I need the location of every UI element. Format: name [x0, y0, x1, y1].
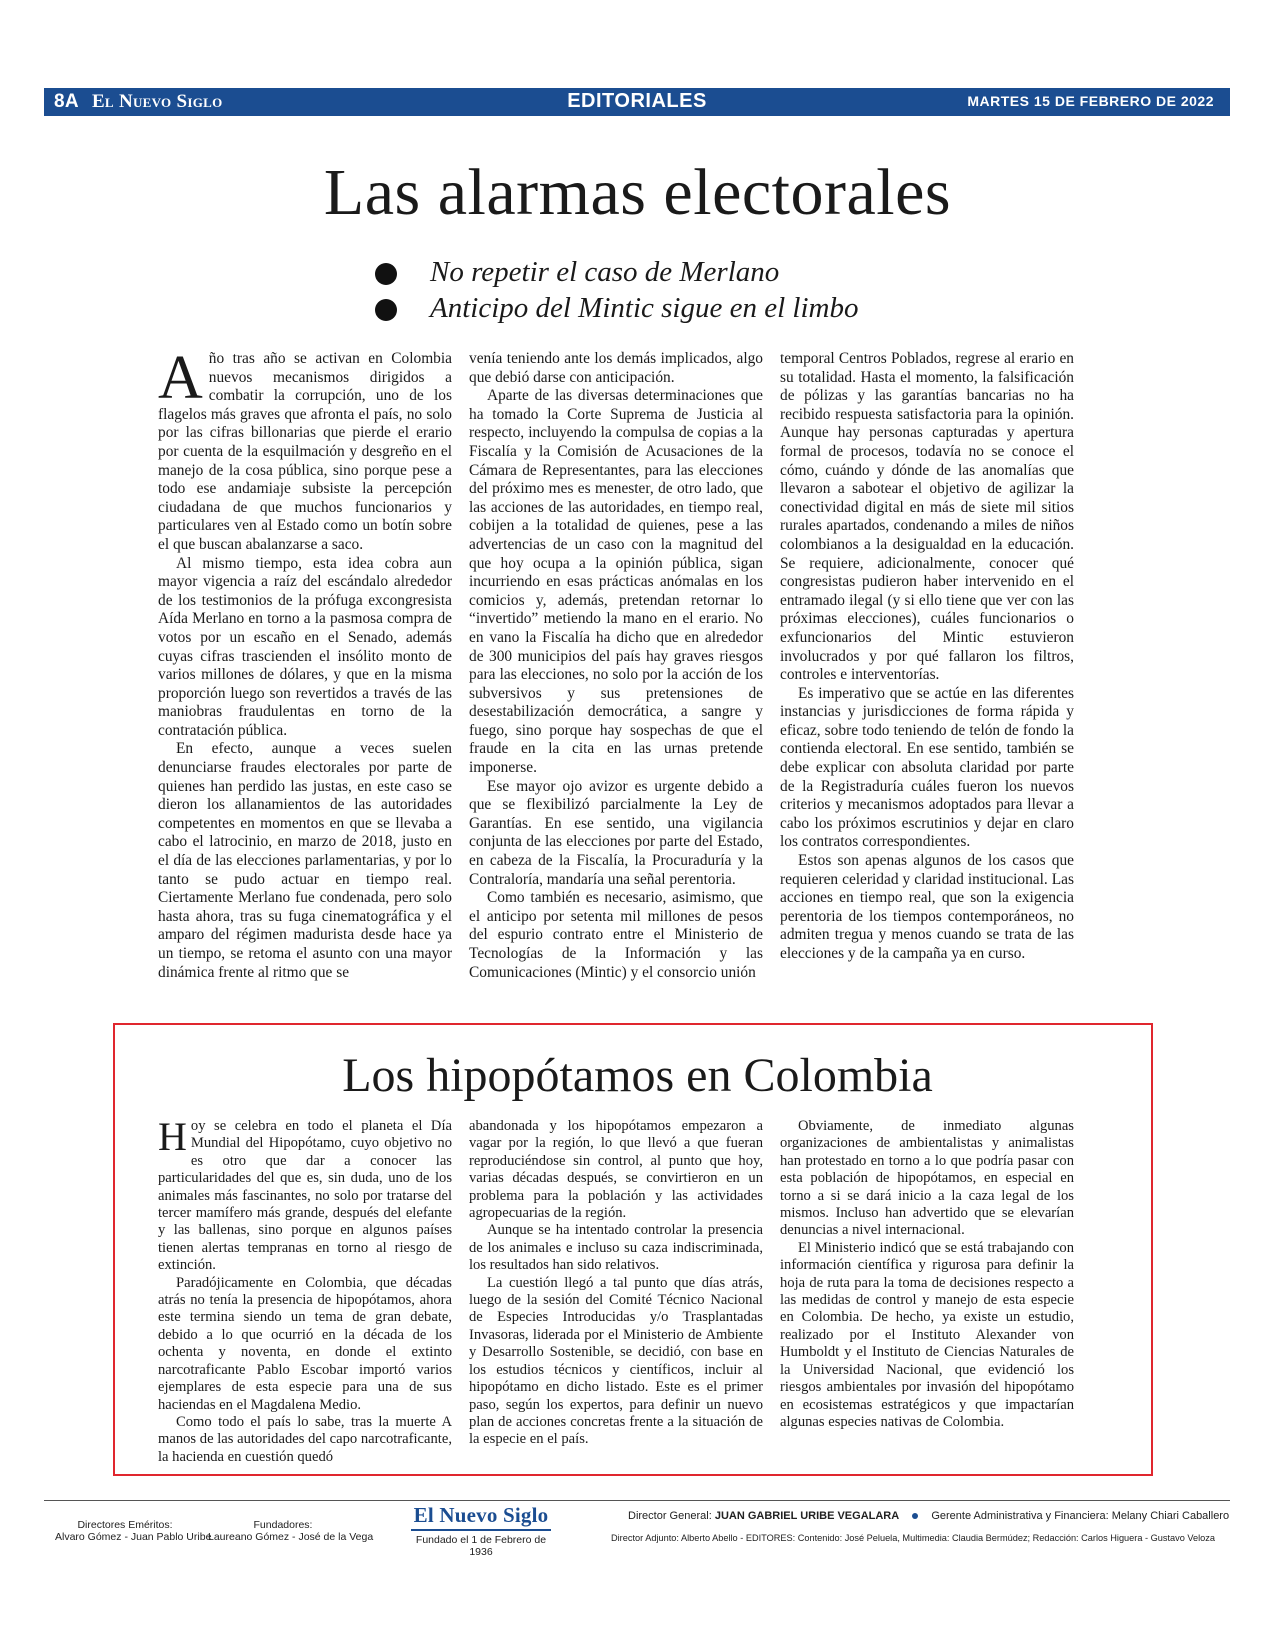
- founders-label: Fundadores:: [253, 1519, 313, 1531]
- founders-names: Laureano Gómez - José de la Vega: [208, 1531, 374, 1543]
- page-number: 8A: [54, 91, 79, 112]
- emeritus-names: Alvaro Gómez - Juan Pablo Uribe: [55, 1531, 212, 1543]
- paragraph: Es imperativo que se actúe en las diferentes instancias y jurisdicciones de forma rápida y eficaz, sobre todo teniendo de telón de fondo la contienda electoral. En ese sentido, también se debe explicar con absoluta claridad por parte de la Registraduría cuáles fueron los nuevos criterios y mecanismos adoptados para llevar a cabo los próximos escrutinios y dejar en claro los contratos correspondientes.: [780, 684, 1074, 851]
- subhead-text: No repetir el caso de Merlano: [430, 256, 780, 288]
- paragraph: Aparte de las diversas determinaciones que ha tomado la Corte Suprema de Justicia al respecto, incluyendo la compulsa de copias a la Fiscalía y la Comisión de Acusaciones de la Cámara de Representantes, para las elecciones del próximo mes es menester, de otro lado, que las acciones de las autoridades, en tiempo real, cobijen a la totalidad de quienes, pese a las advertencias de un caso con la magnitud del que hoy ocupa a la opinión pública, sigan incurriendo en esas prácticas anómalas en los comicios y, además, pretendan retornar lo “invertido” metiendo la mano en el erario. No en vano la Fiscalía ha dicho que en alrededor de 300 municipios del país hay graves riesgos para las elecciones, no solo por la acción de los subversivos y sus pretensiones de desestabilización democrática, a sangre y fuego, sino porque hay sospechas de que el fraude en la cita en las urnas pretende imponerse.: [469, 387, 763, 777]
- drop-cap: A: [158, 344, 203, 412]
- manager-name: Melany Chiari Caballero: [1111, 1510, 1230, 1522]
- editorial-1-title: Las alarmas electorales: [323, 156, 952, 229]
- founders: [208, 1519, 374, 1543]
- paragraph: [158, 344, 452, 555]
- founded-date: Fundado el 1 de Febrero de 1936: [415, 1534, 547, 1558]
- paragraph: Como todo el país lo sabe, tras la muerte A manos de las autoridades del capo narcotraficante, la hacienda en cuestión quedó: [158, 1413, 452, 1465]
- emeritus-label: Directores Eméritos:: [77, 1519, 173, 1531]
- director-name: JUAN GABRIEL URIBE VEGALARA: [714, 1510, 900, 1522]
- bullet-icon: [375, 299, 397, 321]
- editorial-1-column-2: [469, 350, 763, 982]
- editorial-2-column-1: [158, 1114, 452, 1466]
- paragraph: El Ministerio indicó que se está trabajando con información científica y rigurosa para definir la hoja de ruta para la toma de decisiones respecto a las medidas de control y manejo de esta especie en Colombia. De hecho, ya existe un estudio, realizado por el Instituto Alexander von Humboldt y el Instituto de Ciencias Naturales de la Universidad Nacional, que evidenció los riesgos ambientales por invasión del hipopótamo en ecosistemas estratégicos y que impactarían algunas especies nativas de Colombia.: [780, 1239, 1074, 1430]
- editorial-2-column-3: [780, 1118, 1074, 1466]
- masthead-logo: El Nuevo Siglo: [411, 1503, 551, 1531]
- paragraph: Estos son apenas algunos de los casos que requieren celeridad y claridad institucional. Las acciones en tiempo real, que son la exigencia perentoria de los tiempos contemporáneos, no admiten tregua y menos cuando se trata de las elecciones y de la campaña ya en curso.: [780, 852, 1074, 962]
- issue-date: MARTES 15 DE FEBRERO DE 2022: [967, 93, 1214, 109]
- paragraph: La cuestión llegó a tal punto que días atrás, luego de la sesión del Comité Técnico Nacional de Especies Introducidas y/o Trasplantadas Invasoras, liderada por el Ministerio de Ambiente y Desarrollo Sostenible, se decidió, con base en los estudios técnicos y científicos, incluir al hipopótamo en dicho listado. Este es el primer paso, según los expertos, para definir un nuevo plan de acciones concretas frente a la situación de la especie en el país.: [469, 1274, 763, 1448]
- staff-line: Director Adjunto: Alberto Abello - EDITORES: Contenido: José Peluela, Multimedia: Claudia Bermúdez; Redacción: Carlos Higuera - Gustavo Veloza: [611, 1533, 1215, 1543]
- newspaper-brand: El Nuevo Siglo: [91, 91, 223, 112]
- paragraph-text: oy se celebra en todo el planeta el Día Mundial del Hipopótamo, cuyo objetivo no es otro que dar a conocer las particularidades del que es, sin duda, uno de los animales más fascinantes, no solo por tratarse del tercer mamífero más grande, después del elefante y las ballenas, sino porque en algunos países tienen alertas tempranas en torno al riesgo de extinción.: [158, 1118, 452, 1274]
- paragraph: abandonada y los hipopótamos empezaron a vagar por la región, lo que llevó a que fueran reproduciéndose sin control, al punto que hoy, varias décadas después, se convirtieron en un problema para la población y las actividades agropecuarias de la región.: [469, 1118, 763, 1222]
- paragraph: Ese mayor ojo avizor es urgente debido a que se flexibilizó parcialmente la Ley de Garantías. En ese sentido, una vigilancia conjunta de las elecciones por parte del Estado, en cabeza de la Fiscalía, la Procuraduría y la Contraloría, mandaría una señal perentoria.: [469, 777, 763, 888]
- editorial-2-body: [158, 1114, 1074, 1466]
- editorial-2-column-2: [469, 1118, 763, 1466]
- paragraph: Como también es necesario, asimismo, que el anticipo por setenta mil millones de pesos del espurio contrato entre el Ministerio de Tecnologías de la Información y las Comunicaciones (Mintic) y el consorcio unión: [469, 889, 763, 981]
- editorial-1-body: [158, 344, 1074, 982]
- paragraph: venía teniendo ante los demás implicados, algo que debió darse con anticipación.: [469, 350, 763, 386]
- paragraph: Paradójicamente en Colombia, que décadas atrás no tenía la presencia de hipopótamos, ahora este termina siendo un tema de gran debate, debido a lo que ocurrió en la década de los ochenta y noventa, en donde el extinto narcotraficante Pablo Escobar importó varios ejemplares de esta especie para una de sus haciendas en el Magdalena Medio.: [158, 1274, 452, 1413]
- paragraph: Al mismo tiempo, esta idea cobra aun mayor vigencia a raíz del escándalo alrededor de los testimonios de la prófuga excongresista Aída Merlano en torno a la pasmosa compra de votos por un escaño en el Senado, además cuyas cifras trascienden el insólito monto de varios millones de dólares, y que en la misma proporción luego son revertidos a través de las maniobras fraudulentas en torno de la contratación pública.: [158, 554, 452, 739]
- paragraph-text: ño tras año se activan en Colombia nuevos mecanismos dirigidos a combatir la corrupción, uno de los flagelos más graves que afronta el país, no solo por las cifras billonarias que pierde el erario por cuenta de la esquilmación y desgreño en el manejo de la cosa pública, sino porque pese a todo ese andamiaje subsiste la percepción ciudadana de que muchos funcionarios y particulares ven al Estado como un botín sobre el que buscan abalanzarse a saco.: [158, 350, 452, 553]
- emeritus-directors: [55, 1519, 212, 1543]
- management-line: [628, 1510, 1229, 1522]
- paragraph: [158, 1114, 452, 1275]
- paragraph: Aunque se ha intentado controlar la presencia de los animales e incluso su caza indiscriminada, los resultados han sido relativos.: [469, 1222, 763, 1274]
- director-label: Director General:: [628, 1510, 712, 1522]
- section-header-bar: [44, 88, 1230, 116]
- section-name: EDITORIALES: [567, 90, 707, 112]
- footer-divider: [44, 1500, 1230, 1501]
- masthead-logo-block: [411, 1503, 551, 1558]
- editorial-2-title: Los hipopótamos en Colombia: [342, 1049, 933, 1102]
- editorial-1-column-3: [780, 350, 1074, 982]
- bullet-icon: [375, 263, 397, 285]
- paragraph: Obviamente, de inmediato algunas organizaciones de ambientalistas y animalistas han protestado en torno a lo que podría pasar con esta población de hipopótamos, en especial en torno a si se dará inicio a la caza legal de los mismos. Incluso han advertido que se elevarían denuncias a nivel internacional.: [780, 1118, 1074, 1239]
- manager-label: Gerente Administrativa y Financiera:: [931, 1510, 1109, 1522]
- editorial-1-column-1: [158, 344, 452, 982]
- separator-dot-icon: [912, 1513, 918, 1519]
- paragraph: temporal Centros Poblados, regrese al erario en su totalidad. Hasta el momento, la falsificación de pólizas y las garantías bancarias no ha recibido respuesta satisfactoria para la opinión. Aunque hay personas capturadas y apertura formal de procesos, todavía no se conoce el cómo, cuándo y dónde de las anomalías que llevaron a sabotear el objetivo de agilizar la conectividad digital en más de siete mil sitios rurales apartados, condenando a miles de niños colombianos a la desigualdad en la educación. Se requiere, adicionalmente, conocer qué congresistas pudieron haber intervenido en el entramado ilegal (y si ello tiene que ver con las próximas elecciones), cuáles funcionarios o exfuncionarios del Mintic estuvieron involucrados y por qué fallaron los filtros, controles e interventorías.: [780, 350, 1074, 684]
- drop-cap: H: [158, 1114, 187, 1159]
- paragraph: En efecto, aunque a veces suelen denunciarse fraudes electorales por parte de quienes han perdido las justas, en este caso se dieron los allanamientos de las autoridades competentes en momentos en que se llevaba a cabo el latrocinio, en marzo de 2018, justo en el día de las elecciones parlamentarias, y por lo tanto se pudo actuar en tiempo real. Ciertamente Merlano fue condenada, pero solo hasta ahora, tras su fuga cinematográfica y el amparo del régimen madurista desde hace ya un tiempo, se retoma el asunto con una mayor dinámica frente al ritmo que se: [158, 740, 452, 981]
- subhead-text: Anticipo del Mintic sigue en el limbo: [430, 292, 859, 324]
